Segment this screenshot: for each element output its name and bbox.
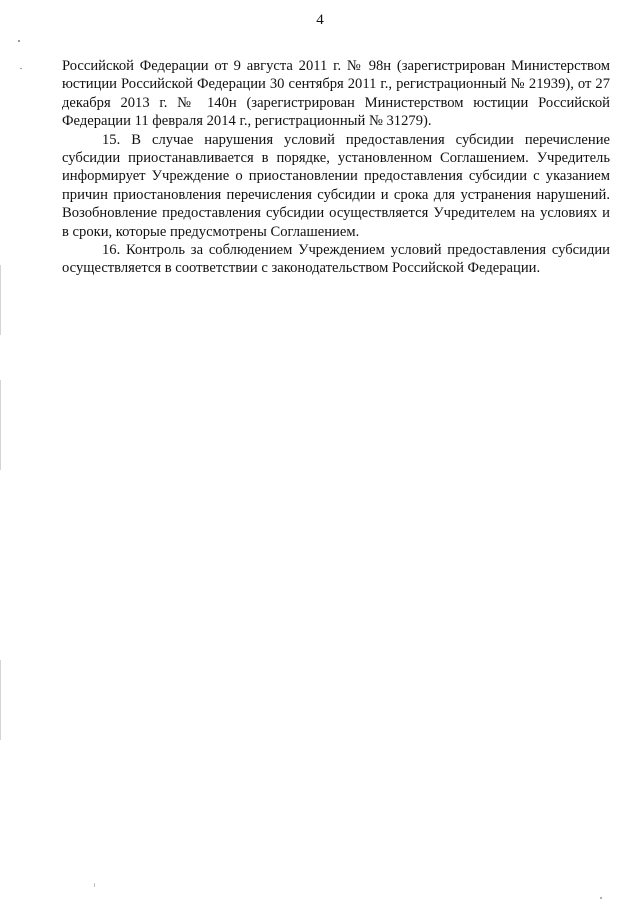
- scan-mark: [18, 40, 20, 42]
- scan-mark: [94, 883, 95, 887]
- scan-mark: [20, 68, 22, 69]
- scan-mark: [600, 897, 602, 899]
- scan-mark: [0, 660, 1, 740]
- paragraph-16: 16. Контроль за соблюдением Учреждением условий предоставления субсидии осуществляется в соответствии с законодательством Российской Федерации.: [62, 242, 610, 277]
- scan-mark: [0, 265, 1, 335]
- page-number: 4: [316, 12, 324, 28]
- document-body: [62, 57, 610, 278]
- paragraph-15: 15. В случае нарушения условий предоставления субсидии перечисление субсидии приостанавливается в порядке, установленном Соглашением. Учредитель информирует Учреждение о приостановлении предоставления субсидии с указанием причин приостановления перечисления субсидии и срока для устранения нарушений. Возобновление предоставления субсидии осуществляется Учредителем на условиях и в сроки, которые предусмотрены Соглашением.: [62, 131, 610, 240]
- paragraph-continuation: Российской Федерации от 9 августа 2011 г. № 98н (зарегистрирован Министерством юстиции Российской Федерации 30 сентября 2011 г., регистрационный № 21939), от 27 декабря 2013 г. № 140н (зарегистрирован Министерством юстиции Российской Федерации 11 февраля 2014 г., регистрационный № 31279).: [62, 58, 610, 130]
- scan-mark: [0, 380, 1, 470]
